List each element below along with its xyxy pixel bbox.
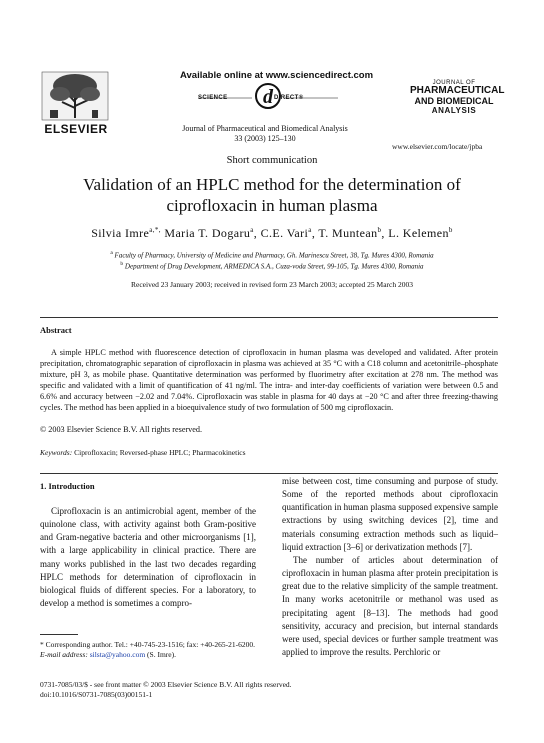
- journal-logo-line3: AND BIOMEDICAL: [414, 96, 494, 106]
- body-paragraph: The number of articles about determination of ciprofloxacin in human plasma after protein precipitation is great due to the relative simplicity of the sample treatment. In many works acetonitrile or methanol was used as precipitating agent [8–13]. The methods had good sensitivity, accuracy and precision, but internal standards were used, special devices or further sample treatment was applied to improve the results. Perchloric or: [282, 554, 498, 658]
- article-type: Short communication: [226, 155, 318, 166]
- author-affiliation-mark[interactable]: b: [377, 226, 382, 234]
- affiliation-a: [20, 250, 524, 259]
- issn-line: 0731-7085/03/$ - see front matter © 2003 Elsevier Science B.V. All rights reserved.: [40, 680, 292, 689]
- keywords: [40, 448, 246, 457]
- affiliation-text: Faculty of Pharmacy, University of Medicine and Pharmacy, Gh. Marinescu Street, 38, Tg. Mures 4300, Romania: [114, 251, 434, 260]
- email-label: E-mail address:: [40, 650, 88, 659]
- article-title-line1: Validation of an HPLC method for the determination of: [83, 175, 461, 194]
- body-paragraph: Ciprofloxacin is an antimicrobial agent, member of the quinolone class, with activity against both Gram-positive and Gram-negative bacteria and other microorganisms [1], with a large applicability in clinical practice. There are many works published in the last two decades regarding HPLC methods for determination of ciprofloxacin in biological fluids of different species. For a laboratory, to develop a method is sometimes a compro-: [40, 506, 256, 609]
- article-title: [30, 174, 514, 216]
- author-affiliation-mark[interactable]: b: [448, 226, 453, 234]
- email-suffix: (S. Imre).: [147, 650, 176, 659]
- doi-line: doi:10.1016/S0731-7085(03)00151-1: [40, 690, 153, 699]
- author-name: C.E. Vari: [260, 226, 309, 240]
- body-paragraph: mise between cost, time consuming and purpose of study. Some of the reported methods about ciprofloxacin quantification in human plasma supposed expensive sample extractions by using switching devices [2], time and materials consuming extraction methods such as liquid–liquid extraction [3–6] or derivatization methods [7].: [282, 476, 498, 552]
- footnote: [40, 640, 256, 660]
- body-column-left: [40, 505, 256, 610]
- divider: [40, 317, 498, 318]
- author-name: Silvia Imre: [91, 226, 150, 240]
- journal-volume: 33 (2003) 125–130: [234, 134, 296, 143]
- sciencedirect-left-word: SCIENCE: [198, 95, 228, 101]
- footnote-divider: [40, 634, 78, 635]
- affiliation-mark: b: [120, 261, 124, 267]
- journal-name: Journal of Pharmaceutical and Biomedical Analysis: [182, 124, 348, 133]
- journal-logo-line1: JOURNAL OF: [432, 80, 476, 86]
- journal-logo: [410, 80, 505, 115]
- email-line: [40, 650, 256, 660]
- corresponding-author: * Corresponding author. Tel.: +40-745-23-1516; fax: +40-265-21-6200.: [40, 640, 256, 649]
- available-online-text: Available online at www.sciencedirect.com: [180, 70, 374, 81]
- abstract-copyright: © 2003 Elsevier Science B.V. All rights reserved.: [40, 425, 203, 434]
- author-list: Silvia Imre$^{a,*,}$ Maria T. Dogaru$^a$, C.E. Vari$^a$, T. Muntean$^b$, L. Kelemen$^b$: [91, 226, 453, 240]
- sciencedirect-right-word: DIRECT®: [274, 95, 304, 101]
- abstract-text: A simple HPLC method with fluorescence detection of ciprofloxacin in human plasma was developed and validated. After protein precipitation, chromatographic separation of ciprofloxacin in plasma was achieved at 35 °C with a C18 column and acetonitrile–phosphate mixture, pH 3, as mobile phase. Quantitative determination was performed by fluorimetry after excitation at 278 nm. The method was specific and validated with a limit of quantification of 41 ng/ml. The intra- and inter-day coefficients of variation were between 0.5 and 6.6% and accuracy between −2.02 and 7.04%. Ciprofloxacin was stable in plasma for 40 days at −20 °C and after three freezing-thawing cycles. The method has been applied in a bioequivalence study of two formulation of 500 mg ciprofloxacin.: [40, 348, 498, 413]
- email-link[interactable]: silsta@yahoo.com: [89, 650, 146, 659]
- author-name: L. Kelemen: [388, 226, 449, 240]
- author-name: Maria T. Dogaru: [164, 226, 251, 240]
- affiliation-mark: a: [110, 250, 113, 256]
- divider: [40, 473, 498, 474]
- abstract-body: [40, 347, 498, 413]
- received-dates: Received 23 January 2003; received in revised form 23 March 2003; accepted 25 March 2003: [131, 280, 413, 289]
- author-name: T. Muntean: [318, 226, 378, 240]
- journal-logo-line4: ANALYSIS: [431, 106, 477, 115]
- journal-reference: [160, 124, 370, 144]
- journal-url-link[interactable]: www.elsevier.com/locate/jpba: [392, 142, 483, 151]
- journal-logo-line2: PHARMACEUTICAL: [410, 85, 505, 96]
- author-affiliation-mark[interactable]: a,*,: [149, 226, 161, 234]
- keywords-list: Ciprofloxacin; Reversed-phase HPLC; Pharmacokinetics: [74, 448, 246, 457]
- body-column-right: [282, 475, 498, 659]
- author-affiliation-mark[interactable]: a: [308, 226, 312, 234]
- svg-text:d: d: [263, 86, 273, 108]
- affiliation-b: [20, 261, 524, 270]
- section-heading-introduction: 1. Introduction: [40, 481, 95, 491]
- affiliation-text: Department of Drug Development, ARMEDICA S.A., Cuza-voda Street, 99-105, Tg. Mures 4300, Romania: [124, 262, 424, 271]
- abstract-heading: Abstract: [40, 325, 72, 335]
- author-affiliation-mark[interactable]: a: [250, 226, 254, 234]
- article-title-line2: ciprofloxacin in human plasma: [166, 196, 378, 215]
- publisher-wordmark: ELSEVIER: [44, 122, 108, 136]
- keywords-label: Keywords:: [40, 448, 73, 457]
